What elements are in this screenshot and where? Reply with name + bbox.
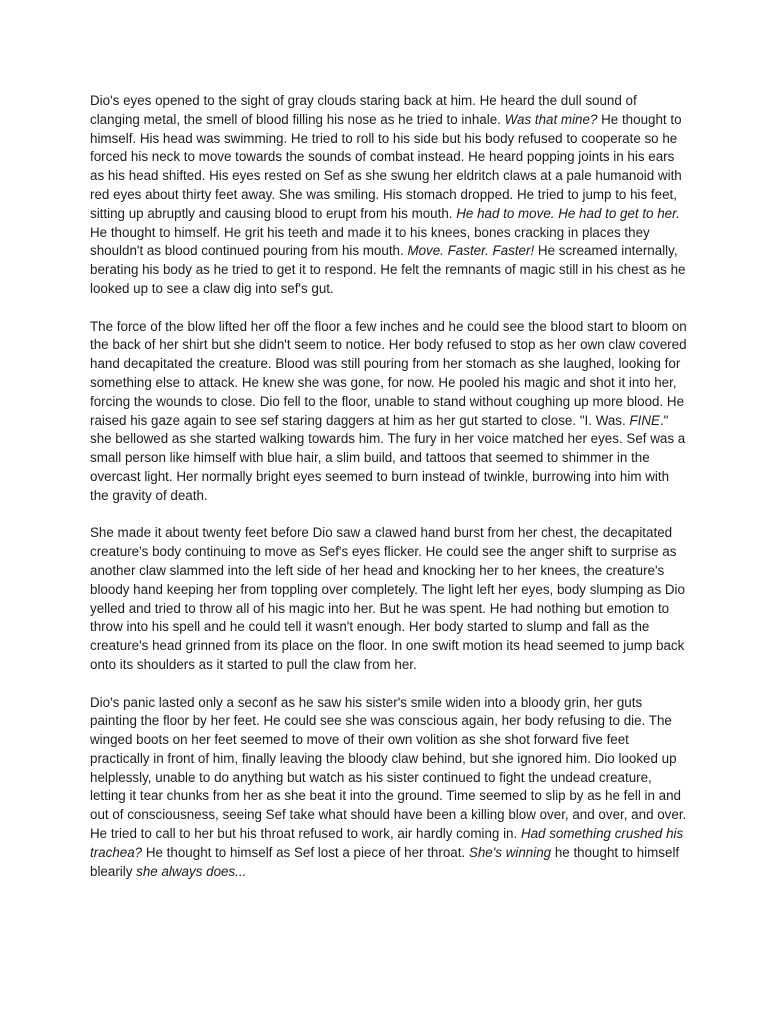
paragraph-1 bbox=[90, 92, 690, 299]
text-run: He thought to himself. His head was swimming. He tried to roll to his side but his body refused to cooperate so he forced his neck to move towards the sounds of combat instead. He heard popping joints in his ears as his head shifted. His eyes rested on Sef as she swung her eldritch claws at a pale humanoid with red eyes about thirty feet away. She was smiling. His stomach dropped. He tried to jump to his feet, sitting up abruptly and causing blood to erupt from his mouth. bbox=[90, 111, 682, 221]
paragraph-3 bbox=[90, 524, 690, 674]
text-run: He screamed internally, berating his body as he tried to get it to respond. He felt the remnants of magic still in his chest as he looked up to see a claw dig into sef's gut. bbox=[90, 243, 686, 296]
text-run: ." she bellowed as she started walking towards him. The fury in her voice matched her eyes. Sef was a small person like himself with blue hair, a slim build, and tattoos that seemed to shimmer in the overcast light. Her normally bright eyes seemed to burn instead of twinkle, burrowing into him with the gravity of death. bbox=[90, 412, 686, 503]
text-run: The force of the blow lifted her off the floor a few inches and he could see the blood start to bloom on the back of her shirt but she didn't seem to notice. Her body refused to stop as her own claw covered hand decapitated the creature. Blood was still pouring from her stomach as she laughed, looking for something else to attack. He knew she was gone, for now. He pooled his magic and shot it into her, forcing the wounds to close. Dio fell to the floor, unable to stand without coughing up more blood. He raised his gaze again to see sef staring daggers at him as her gut started to close. "I. Was. bbox=[90, 318, 687, 428]
italic-text-run: She's winning bbox=[468, 844, 552, 860]
text-run: Dio's eyes opened to the sight of gray clouds staring back at him. He heard the dull sound of clanging metal, the smell of blood filling his nose as he tried to inhale. bbox=[90, 93, 637, 127]
paragraph-2 bbox=[90, 318, 690, 506]
document-page bbox=[90, 92, 690, 900]
italic-text-run: Had something crushed his trachea? bbox=[90, 826, 684, 860]
paragraph-4 bbox=[90, 694, 690, 882]
italic-text-run: FINE bbox=[629, 412, 660, 428]
text-run: She made it about twenty feet before Dio saw a clawed hand burst from her chest, the decapitated creature's body continuing to move as Sef's eyes flicker. He could see the anger shift to surprise as another claw slammed into the left side of her head and knocking her to her knees, the creature's bloody hand keeping her from toppling over completely. The light left her eyes, body slumping as Dio yelled and tried to throw all of his magic into her. But he was spent. He had nothing but emotion to throw into his spell and he could tell it wasn't enough. Her body started to slump and fall as the creature's head grinned from its place on the floor. In one swift motion its head seemed to jump back onto its shoulders as it started to pull the claw from her. bbox=[90, 525, 685, 672]
text-run: He thought to himself. He grit his teeth and made it to his knees, bones cracking in places they shouldn't as blood continued pouring from his mouth. bbox=[90, 224, 650, 259]
italic-text-run: she always does... bbox=[136, 863, 247, 879]
text-run: He thought to himself as Sef lost a piece of her throat. bbox=[142, 844, 469, 860]
italic-text-run: He had to move. He had to get to her. bbox=[456, 205, 680, 221]
italic-text-run: Was that mine? bbox=[504, 111, 598, 127]
text-run: Dio's panic lasted only a seconf as he saw his sister's smile widen into a bloody grin, her guts painting the floor by her feet. He could see she was conscious again, her body refusing to die. The winged boots on her feet seemed to move of their own volition as she shot forward five feet practically in front of him, finally leaving the bloody claw behind, but she ignored him. Dio looked up helplessly, unable to do anything but watch as his sister continued to fight the undead creature, letting it tear chunks from her as she beat it into the ground. Time seemed to slip by as he fell in and out of consciousness, seeing Sef take what should have been a killing blow over, and over, and over. He tried to call to her but his throat refused to work, air hardly coming in. bbox=[90, 694, 687, 842]
text-run: he thought to himself blearily bbox=[90, 844, 680, 879]
italic-text-run: Move. Faster. Faster! bbox=[407, 243, 535, 259]
